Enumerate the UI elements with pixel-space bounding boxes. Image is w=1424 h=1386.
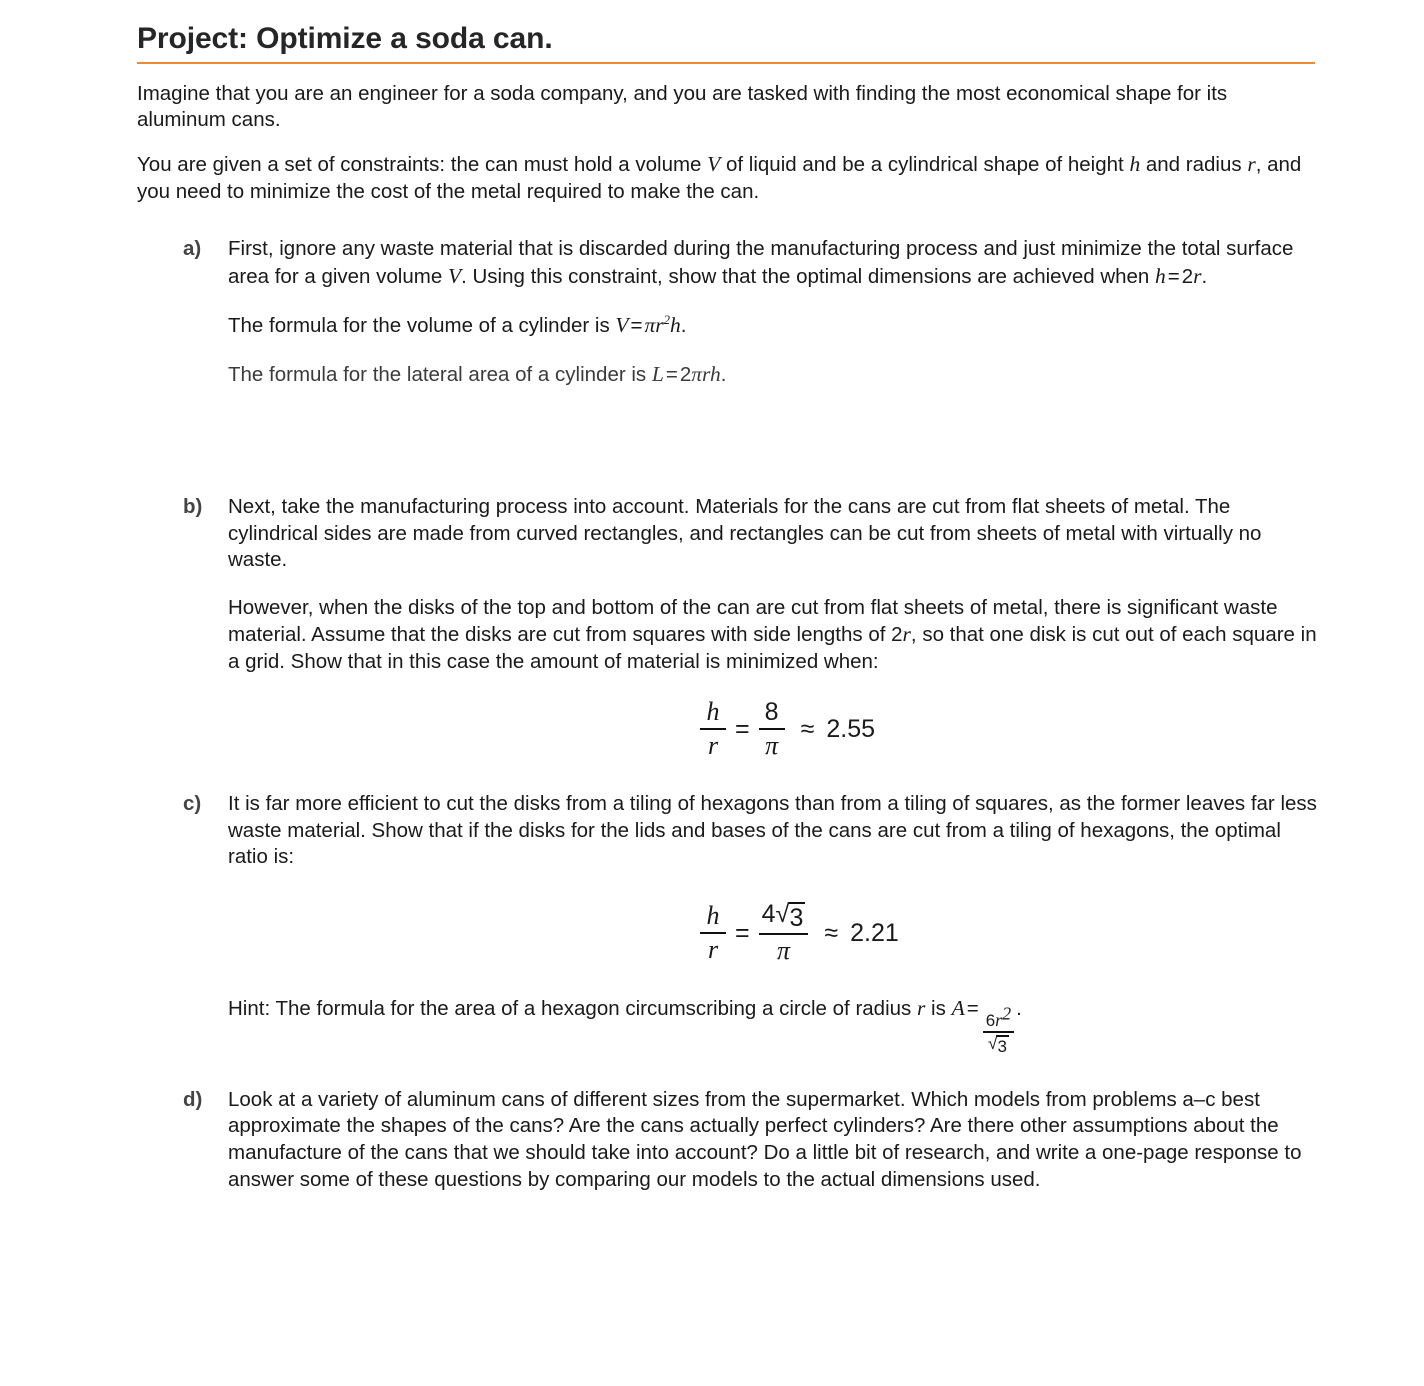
equation-approx-value: 2.55 <box>826 714 876 743</box>
math-var-h: h <box>1129 151 1141 176</box>
fraction-denominator-r: r <box>707 935 719 965</box>
formula-lateral-lead: The formula for the lateral area of a cylinder is <box>228 362 652 386</box>
hint-middle: is <box>925 997 952 1021</box>
formula-volume-lead: The formula for the volume of a cylinder is <box>228 314 616 338</box>
problem-a-text-2: . Using this constraint, show that the optimal dimensions are achieved when <box>461 265 1156 289</box>
equation-approx-symbol: ≈ <box>824 919 839 948</box>
intro-paragraph-2 <box>137 151 1317 206</box>
fraction-numerator-8: 8 <box>764 697 779 726</box>
radical-sign-icon: √ <box>987 1032 998 1053</box>
fraction-4sqrt3-over-pi <box>759 901 809 965</box>
fraction-bar <box>759 728 785 730</box>
intro-p2-text-3: and radius <box>1140 152 1248 176</box>
radical-sign-icon: √ <box>775 900 790 929</box>
equation-approx-value: 2.21 <box>850 919 899 948</box>
document-body <box>137 81 1317 1194</box>
coefficient-6: 6 <box>985 1010 996 1030</box>
radical-sqrt <box>987 1032 1009 1056</box>
fraction-bar <box>700 932 726 934</box>
math-pi: π <box>644 313 656 338</box>
math-var-V: V <box>447 264 462 289</box>
math-var-r: r <box>902 622 911 647</box>
math-exponent-2: 2 <box>663 313 671 328</box>
radicand-3: 3 <box>789 904 804 933</box>
math-var-r: r <box>655 313 664 338</box>
radicand-3: 3 <box>997 1036 1007 1056</box>
math-equals: = <box>966 997 979 1021</box>
fraction-denominator-r: r <box>707 731 719 761</box>
math-var-r: r <box>1247 151 1256 176</box>
problem-d-text-1: Look at a variety of aluminum cans of different sizes from the supermarket. Which models from problems a–c best approximate the shapes of the cans? Are the cans actually perfect cylinders? Are there other assumptions about the manufacture of the cans that we should take into account? Do a little bit of research, and write a one-page response to answer some of these questions by comparing our models to the actual dimensions used. <box>228 1087 1302 1191</box>
problem-marker-b: b) <box>183 494 203 518</box>
equation-c <box>228 901 1317 965</box>
intro-p2-text-4: , and you need to minimize the cost of the metal required to make the can. <box>137 152 1302 203</box>
problem-item-d <box>137 1087 1317 1194</box>
fraction-denominator-sqrt3 <box>985 1034 1012 1056</box>
fraction-denominator-pi: π <box>777 936 791 966</box>
coefficient-4: 4 <box>761 900 776 929</box>
radical-sqrt <box>776 902 806 931</box>
problem-a-text-3: . <box>1201 265 1208 289</box>
formula-volume-line <box>228 312 1317 340</box>
math-var-L: L <box>651 361 664 386</box>
intro-paragraph-1: Imagine that you are an engineer for a soda company, and you are tasked with finding the most economical shape for its aluminum cans. <box>137 81 1228 132</box>
math-var-r: r <box>702 361 710 386</box>
intro-p2-text-2: of liquid and be a cylindrical shape of height <box>720 152 1130 176</box>
math-num-2: 2 <box>679 362 692 386</box>
problem-c-hint <box>228 995 1317 1055</box>
math-var-r: r <box>995 1009 1003 1030</box>
math-var-V: V <box>707 151 721 176</box>
fraction-denominator-pi: π <box>765 730 779 760</box>
problem-b-text-1: Next, take the manufacturing process into account. Materials for the cans are cut from flat sheets of metal. The cylindrical sides are made from curved rectangles, and rectangles can be cut from sheets of metal with virtually no waste. <box>228 494 1262 572</box>
math-var-h: h <box>1155 264 1166 289</box>
problem-b-text-2-part-2: , so that one disk is cut out of each square in a grid. Show that in this case the amount of material is minimized when: <box>228 623 1317 674</box>
fraction-h-over-r <box>700 902 726 964</box>
formula-volume-period: . <box>680 314 687 338</box>
hint-period: . <box>1016 997 1022 1021</box>
fraction-numerator-h: h <box>706 697 720 727</box>
fraction-numerator-4-sqrt-3 <box>759 901 809 931</box>
problem-list <box>137 236 1317 1193</box>
fraction-6r2-over-sqrt3 <box>983 1003 1014 1056</box>
problem-b-text-2-part-1: However, when the disks of the top and bottom of the can are cut from flat sheets of metal, there is significant waste material. Assume that the disks are cut from squares with side lengths of <box>228 595 1278 647</box>
equation-relation-equals: = <box>735 714 750 743</box>
hint-lead: Hint: The formula for the area of a hexagon circumscribing a circle of radius <box>228 997 917 1021</box>
math-var-r: r <box>916 996 926 1021</box>
problem-marker-d: d) <box>183 1087 203 1111</box>
problem-item-c <box>137 791 1317 1055</box>
math-num-2: 2 <box>1181 265 1194 289</box>
math-var-r: r <box>1193 264 1202 289</box>
math-exponent-2: 2 <box>1002 1003 1012 1024</box>
fraction-h-over-r <box>700 698 726 760</box>
problem-item-a <box>137 236 1317 462</box>
intro-p2-text-1: You are given a set of constraints: the can must hold a volume <box>137 152 708 176</box>
equation-c-expression <box>696 901 899 965</box>
problem-a-text <box>228 236 1317 291</box>
equation-relation-equals: = <box>735 919 750 948</box>
problem-marker-c: c) <box>183 792 202 816</box>
problem-c-text-1: It is far more efficient to cut the disks from a tiling of hexagons than from a tiling of squares, as the former leaves far less waste material. Show that if the disks for the lids and bases of the cans are cut from a tiling of hexagons, the optimal ratio is: <box>228 792 1317 869</box>
math-equals: = <box>630 314 643 338</box>
math-var-h: h <box>710 361 721 386</box>
formula-lateral-period: . <box>720 362 727 386</box>
problem-a-text-1: First, ignore any waste material that is discarded during the manufacturing process and just minimize the total surface area for a given volume <box>228 237 1294 289</box>
fraction-8-over-pi <box>759 699 785 760</box>
math-equals: = <box>1167 265 1180 289</box>
math-num-2: 2 <box>891 623 903 647</box>
math-equals: = <box>665 362 678 386</box>
formula-lateral-line <box>228 361 1317 389</box>
title-block <box>137 22 1315 64</box>
fraction-numerator-6r2 <box>983 1003 1014 1030</box>
problem-item-b <box>137 494 1317 760</box>
problem-b-text-2 <box>228 595 1317 676</box>
fraction-numerator-h: h <box>706 901 720 931</box>
math-pi: π <box>691 361 703 386</box>
equation-b-expression <box>696 698 875 760</box>
spacer-after-problem-a <box>228 389 1317 463</box>
page-title: Project: Optimize a soda can. <box>137 22 553 55</box>
math-var-A: A <box>951 996 965 1021</box>
equation-approx-symbol: ≈ <box>800 714 815 743</box>
problem-marker-a: a) <box>183 237 202 261</box>
fraction-bar <box>700 728 726 730</box>
math-var-V: V <box>615 313 629 338</box>
math-var-h: h <box>670 313 681 338</box>
equation-b <box>228 698 1317 760</box>
fraction-bar <box>759 933 809 935</box>
